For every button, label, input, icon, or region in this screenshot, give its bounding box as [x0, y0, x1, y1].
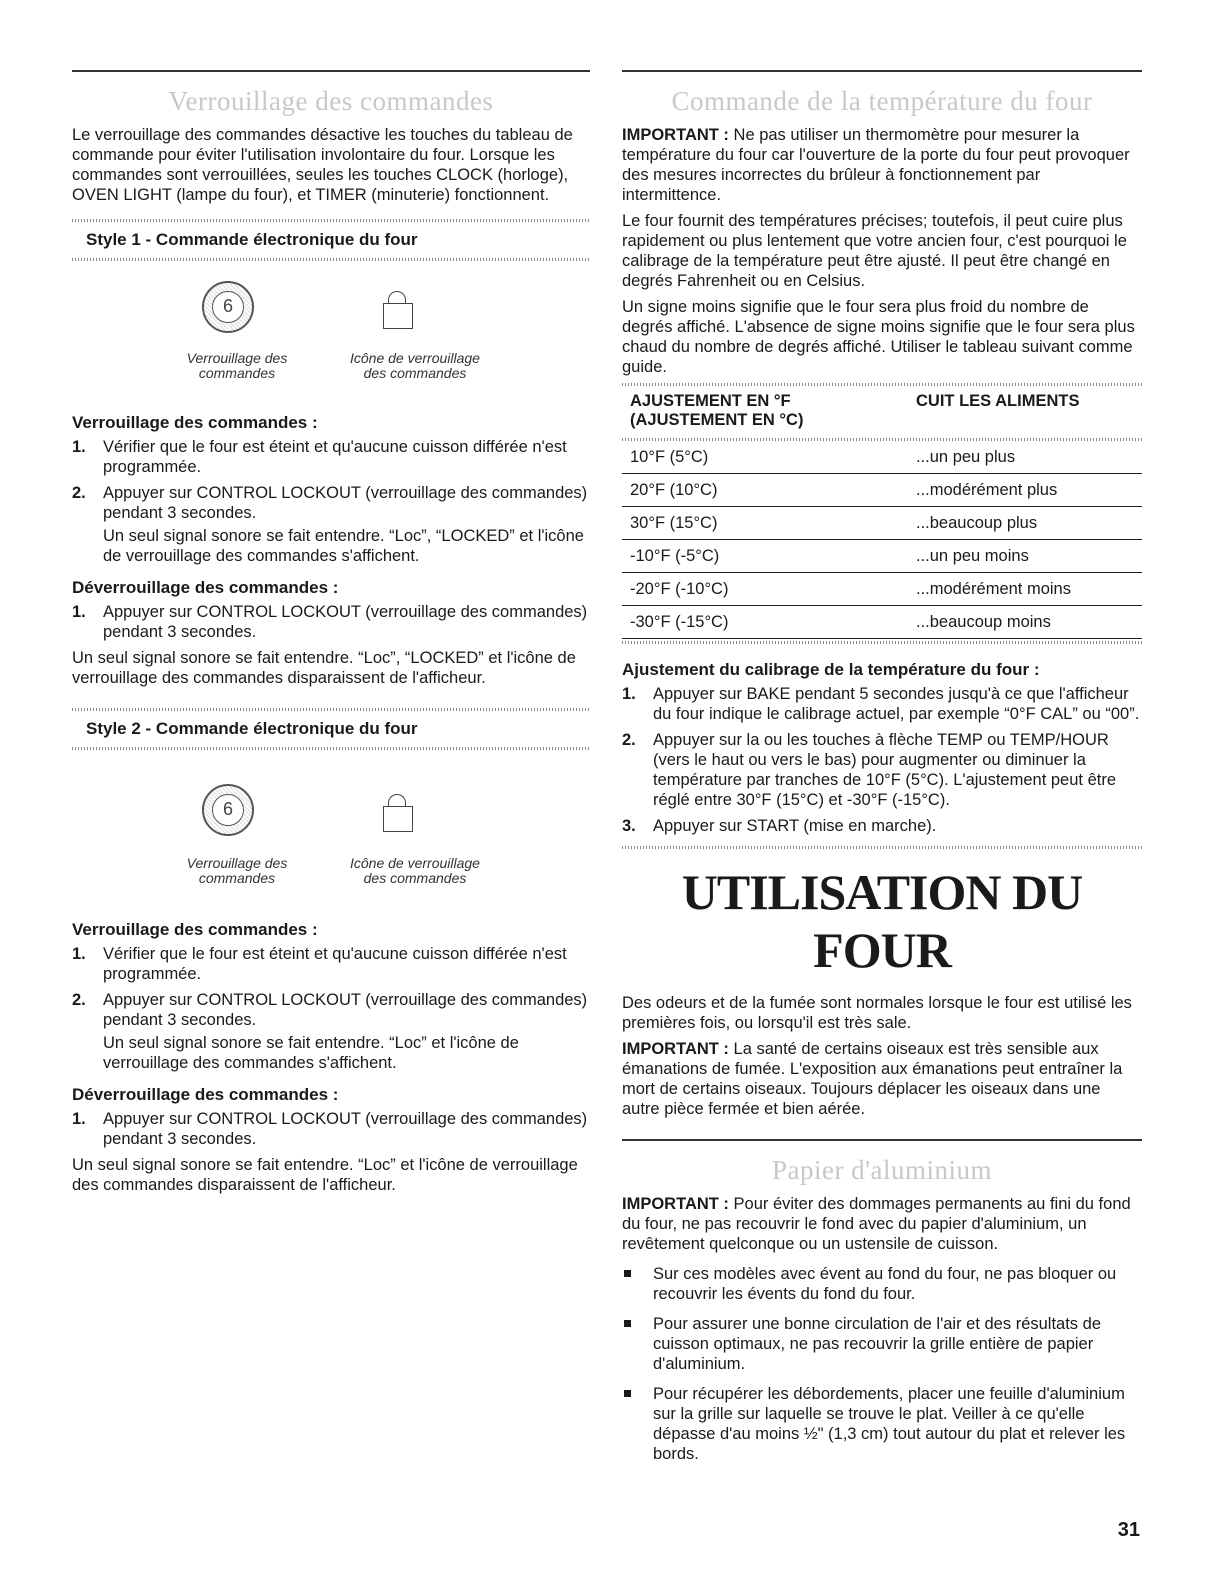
list-item: 1. Vérifier que le four est éteint et qu'aucune cuisson différée n'est programmée. — [72, 438, 567, 476]
table-cell-adjustment: -20°F (-10°C) — [622, 573, 908, 606]
style2-lock-note: Un seul signal sonore se fait entendre. “Loc” et l'icône de verrouillage des commandes s'affichent. — [103, 1034, 519, 1072]
table-row — [622, 606, 1142, 639]
table-cell-adjustment: 10°F (5°C) — [622, 441, 908, 474]
table-cell-result: ...modérément plus — [908, 474, 1142, 507]
left-column — [72, 70, 590, 1201]
table-cell-adjustment: -10°F (-5°C) — [622, 540, 908, 573]
temp-important: IMPORTANT : Ne pas utiliser un thermomètre pour mesurer la température du four car l'ouverture de la porte du four peut provoquer des mesures incorrectes du brûleur à fonctionnement par intermittence. — [622, 126, 1130, 204]
table-row — [622, 573, 1142, 606]
table-cell-result: ...un peu plus — [908, 441, 1142, 474]
caption-lock-icon: Icône de verrouillage des commandes — [350, 350, 480, 381]
table-row — [622, 441, 1142, 474]
style2-lock-steps — [72, 944, 590, 1073]
calibration-steps — [622, 684, 1142, 836]
style1-unlock-heading: Déverrouillage des commandes : — [72, 578, 339, 597]
table-cell-result: ...modérément moins — [908, 573, 1142, 606]
temp-paragraph-2: Le four fournit des températures précises; toutefois, il peut cuire plus rapidement ou plus lentement que votre ancien four, c'est pourquoi le calibrage de la température peut être ajusté. Il peut être changé en degrés Fahrenheit ou en Celsius. — [622, 212, 1127, 290]
list-item: 2. Appuyer sur CONTROL LOCKOUT (verrouillage des commandes) pendant 3 secondes. Un seul signal sonore se fait entendre. “Loc” et l'icône de verrouillage des commandes s'affichent. — [72, 990, 590, 1073]
hatch-divider — [622, 383, 1142, 386]
hatch-divider — [622, 846, 1142, 849]
list-item: Pour assurer une bonne circulation de l'air et des résultats de cuisson optimaux, ne pas recouvrir la grille entière de papier d'aluminium. — [622, 1314, 1142, 1374]
table-cell-result: ...beaucoup plus — [908, 507, 1142, 540]
style2-unlock-heading: Déverrouillage des commandes : — [72, 1085, 339, 1104]
section-rule — [622, 70, 1142, 72]
table-header-result: CUIT LES ALIMENTS — [916, 392, 1080, 410]
padlock-icon — [383, 291, 413, 329]
foil-bullets — [622, 1264, 1142, 1464]
style1-icons — [72, 261, 590, 401]
oven-use-title: UTILISATION DU FOUR — [681, 864, 1083, 978]
style1-lock-heading: Verrouillage des commandes : — [72, 413, 318, 432]
foil-important: IMPORTANT : Pour éviter des dommages permanents au fini du fond du four, ne pas recouvrir le fond avec du papier d'aluminium, un revêtement quelconque ou un ustensile de cuisson. — [622, 1195, 1131, 1253]
hatch-divider — [72, 708, 590, 711]
table-header-adjustment: AJUSTEMENT EN °F (AJUSTEMENT EN °C) — [630, 392, 804, 429]
caption-lock-icon: Icône de verrouillage des commandes — [350, 855, 480, 886]
oven-use-important: IMPORTANT : La santé de certains oiseaux est très sensible aux émanations de fumée. L'exposition aux émanations peut entraîner la mort de certains oiseaux. Toujours déplacer les oiseaux dans une autre pièce fermée et bien aérée. — [622, 1040, 1123, 1118]
list-item: 2. Appuyer sur CONTROL LOCKOUT (verrouillage des commandes) pendant 3 secondes. Un seul signal sonore se fait entendre. “Loc”, “LOCKED” et l'icône de verrouillage des commandes s'affichent. — [72, 483, 590, 566]
table-header-row — [622, 390, 1142, 438]
list-item: 3. Appuyer sur START (mise en marche). — [622, 817, 937, 835]
style2-header: Style 2 - Commande électronique du four — [86, 719, 418, 738]
style2-icons — [72, 750, 590, 890]
style2-lock-heading: Verrouillage des commandes : — [72, 920, 318, 939]
temp-paragraph-3: Un signe moins signifie que le four sera plus froid du nombre de degrés affiché. L'absence de signe moins signifie que le four sera plus chaud du nombre de degrés affiché. Utiliser le tableau suivant comme guide. — [622, 298, 1135, 376]
list-item: 1. Appuyer sur BAKE pendant 5 secondes jusqu'à ce que l'afficheur du four indique le calibrage actuel, par exemple “0°F CAL” ou “00”. — [622, 685, 1140, 723]
right-column — [622, 70, 1142, 1474]
table-body — [622, 441, 1142, 639]
hatch-divider — [72, 219, 590, 222]
table-row — [622, 474, 1142, 507]
table-cell-adjustment: 30°F (15°C) — [622, 507, 908, 540]
table-cell-adjustment: -30°F (-15°C) — [622, 606, 908, 639]
padlock-icon — [383, 794, 413, 832]
style1-unlock-steps — [72, 602, 590, 642]
table-row — [622, 540, 1142, 573]
table-cell-adjustment: 20°F (10°C) — [622, 474, 908, 507]
list-item: 1. Vérifier que le four est éteint et qu'aucune cuisson différée n'est programmée. — [72, 945, 567, 983]
lock-key-icon: 6 — [202, 281, 254, 333]
table-row — [622, 507, 1142, 540]
lock-key-icon: 6 — [202, 784, 254, 836]
style1-lock-note: Un seul signal sonore se fait entendre. “Loc”, “LOCKED” et l'icône de verrouillage des commandes s'affichent. — [103, 527, 584, 565]
table-cell-result: ...un peu moins — [908, 540, 1142, 573]
list-item: Pour récupérer les débordements, placer une feuille d'aluminium sur la grille sur laquelle se trouve le plat. Veiller à ce qu'elle dépasse d'au moins ½" (1,3 cm) tout autour du plat et relever les bords. — [622, 1384, 1142, 1464]
list-item: 2. Appuyer sur la ou les touches à flèche TEMP ou TEMP/HOUR (vers le haut ou vers le bas) pour augmenter ou diminuer la température par tranches de 10°F (5°C). L'ajustement peut être réglé entre 30°F (15°C) et -30°F (-15°C). — [622, 731, 1116, 809]
section-title-foil: Papier d'aluminium — [771, 1155, 993, 1185]
section-title-temperature: Commande de la température du four — [671, 86, 1093, 116]
section-rule — [72, 70, 590, 72]
list-item: 1. Appuyer sur CONTROL LOCKOUT (verrouillage des commandes) pendant 3 secondes. — [72, 603, 588, 641]
style1-lock-steps — [72, 437, 590, 566]
caption-lockout: Verrouillage des commandes — [186, 350, 288, 381]
style1-unlock-note: Un seul signal sonore se fait entendre. “Loc”, “LOCKED” et l'icône de verrouillage des commandes disparaissent de l'afficheur. — [72, 649, 576, 687]
section-rule — [622, 1139, 1142, 1141]
calibration-heading: Ajustement du calibrage de la température du four : — [622, 660, 1040, 679]
hatch-divider — [622, 641, 1142, 644]
list-item: 1. Appuyer sur CONTROL LOCKOUT (verrouillage des commandes) pendant 3 secondes. — [72, 1110, 588, 1148]
page-number: 31 — [1117, 1519, 1140, 1541]
oven-use-paragraph: Des odeurs et de la fumée sont normales lorsque le four est utilisé les premières fois, ou lorsqu'il est très sale. — [622, 994, 1132, 1032]
style2-unlock-note: Un seul signal sonore se fait entendre. “Loc” et l'icône de verrouillage des commandes disparaissent de l'afficheur. — [72, 1156, 578, 1194]
table-cell-result: ...beaucoup moins — [908, 606, 1142, 639]
lockout-intro: Le verrouillage des commandes désactive les touches du tableau de commande pour éviter l'utilisation involontaire du four. Lorsque les commandes sont verrouillées, seules les touches CLOCK (horloge), OVEN LIGHT (lampe du four), et TIMER (minuterie) fonctionnent. — [72, 126, 573, 204]
style1-header: Style 1 - Commande électronique du four — [86, 230, 418, 249]
style2-unlock-steps — [72, 1109, 590, 1149]
caption-lockout: Verrouillage des commandes — [186, 855, 288, 886]
calibration-table — [622, 390, 1142, 639]
list-item: Sur ces modèles avec évent au fond du four, ne pas bloquer ou recouvrir les évents du fond du four. — [622, 1264, 1142, 1304]
section-title-lockout: Verrouillage des commandes — [168, 86, 494, 116]
